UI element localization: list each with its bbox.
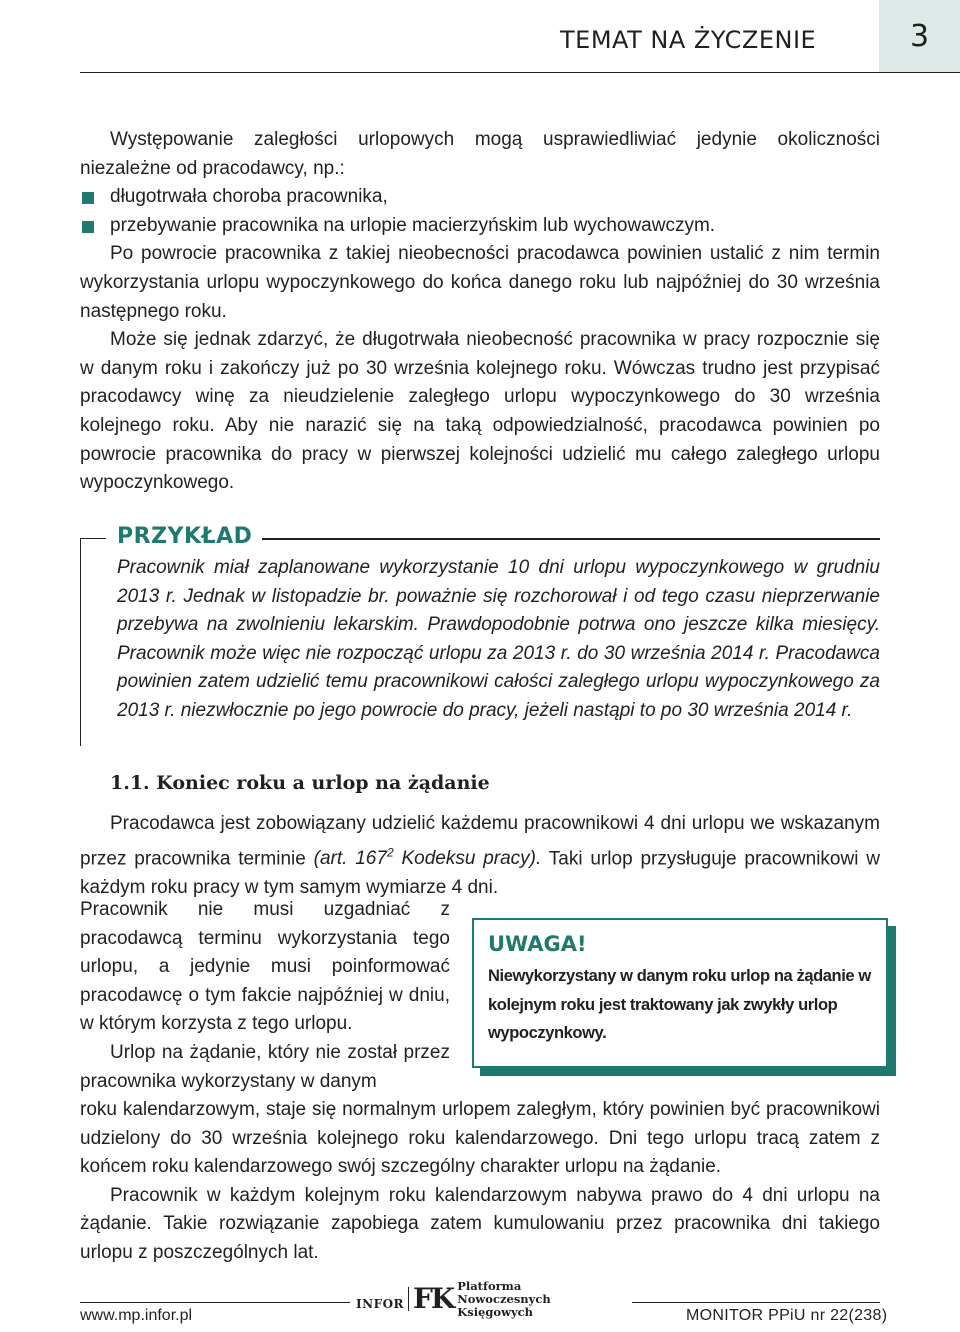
body-paragraph: Może się jednak zdarzyć, że długotrwała nieobecność pracownika w pracy rozpocznie się w danym roku i zakończy już po 30 września kolejnego roku. Wówczas trudno jest przypisać pracodawcy winę za nieudzielenie zaległego urlopu wypoczynkowego do 30 września kolejnego roku. Aby nie narazić się na taką odpowiedzialność, pracodawca powinien po powrocie pracownika do pracy w pierwszej kolejności udzielić mu całego zaległego urlopu wypoczynkowego. bbox=[80, 329, 880, 494]
example-top-rule bbox=[262, 538, 880, 540]
publisher-logo bbox=[356, 1278, 626, 1319]
legal-citation bbox=[313, 845, 542, 869]
running-header-title: TEMAT NA ŻYCZENIE bbox=[560, 26, 817, 54]
body-paragraph: roku kalendarzowym, staje się normalnym urlopem zaległym, który powinien być pracownikowi udzielony do 30 września kolejnego roku kalendarzowego. Dni tego urlopu tracą zatem z końcem roku kalendarzowego swój szczególny charakter urlopu na żądanie. bbox=[80, 1099, 880, 1178]
intro-block bbox=[80, 126, 880, 498]
square-bullet-icon bbox=[82, 192, 94, 204]
page-number: 3 bbox=[879, 0, 960, 72]
citation-text: Kodeksu pracy). bbox=[393, 847, 542, 869]
bullet-text: długotrwała choroba pracownika, bbox=[110, 186, 388, 208]
footer-divider bbox=[80, 1302, 350, 1303]
note-box bbox=[472, 918, 888, 1068]
body-paragraph: Po powrocie pracownika z takiej nieobecności pracodawca powinien ustalić z nim termin wykorzystania urlopu wypoczynkowego do końca danego roku lub najpóźniej do 30 września następnego roku. bbox=[80, 243, 880, 322]
footer-issue: MONITOR PPiU nr 22(238) bbox=[686, 1307, 888, 1324]
body-paragraph bbox=[80, 810, 880, 902]
intro-paragraph: Występowanie zaległości urlopowych mogą usprawiedliwiać jedynie okoliczności niezależne od pracodawcy, np.: bbox=[80, 129, 880, 179]
logo-separator bbox=[408, 1287, 409, 1311]
section-body bbox=[80, 810, 880, 902]
paragraph-text: Taki urlop przysługuje pracownikowi w każdym roku pracy w tym samym wymiarze 4 dni. bbox=[80, 847, 880, 898]
note-text: Niewykorzystany w danym roku urlop na żądanie w kolejnym roku jest traktowany jak zwykły urlop wypoczynkowy. bbox=[488, 967, 871, 1043]
bullet-item bbox=[80, 212, 880, 241]
section-heading: 1.1. Koniec roku a urlop na żądanie bbox=[110, 772, 490, 794]
paragraph-text: Pracodawca jest zobowiązany udzielić każdemu pracownikowi 4 dni urlopu we wskazanym przez pracownika terminie bbox=[80, 813, 880, 869]
example-text: Pracownik miał zaplanowane wykorzystanie 10 dni urlopu wypoczynkowego w grudniu 2013 r. Jednak w listopadzie br. poważnie się rozchorował i od tego czasu nieprzerwanie przebywa na zwolnieniu lekarskim. Prawdopodobnie potrwa ono jeszcze kilka miesięcy. Pracownik może więc nie rozpocząć urlopu za 2013 r. do 30 września 2014 r. Pracodawca powinien zatem udzielić temu pracownikowi całości zaległego urlopu wypoczynkowego za 2013 r. niezwłocznie po jego powrocie do pracy, jeżeli nastąpi to po 30 września 2014 r. bbox=[117, 557, 880, 721]
body-paragraph: Pracownik w każdym kolejnym roku kalendarzowym nabywa prawo do 4 dni urlopu na żądanie. Takie rozwiązanie zapobiega zatem kumulowaniu przez pracownika dni takiego urlopu z poszczególnych lat. bbox=[80, 1184, 880, 1263]
square-bullet-icon bbox=[82, 221, 94, 233]
logo-line: Nowoczesnych Księgowych bbox=[457, 1291, 551, 1319]
body-paragraph: Pracownik nie musi uzgadniać z pracodawcą terminu wykorzystania tego urlopu, a jedynie musi poinformować pracodawcę o tym fakcie najpóźniej w dniu, w którym korzysta z tego urlopu. bbox=[80, 899, 450, 1035]
logo-fk: FK bbox=[413, 1282, 454, 1315]
section-body-continued bbox=[80, 1096, 880, 1268]
logo-caption bbox=[457, 1280, 626, 1319]
citation-superscript: 2 bbox=[386, 845, 394, 860]
example-bracket bbox=[80, 538, 106, 746]
logo-line: Platforma bbox=[457, 1278, 522, 1293]
body-paragraph: Urlop na żądanie, który nie został przez pracownika wykorzystany w danym bbox=[80, 1041, 450, 1092]
example-heading: PRZYKŁAD bbox=[117, 524, 253, 549]
logo-infor: INFOR bbox=[356, 1297, 405, 1311]
wrapped-text-block bbox=[80, 896, 450, 1096]
footer-divider bbox=[632, 1302, 880, 1303]
footer-url: www.mp.infor.pl bbox=[80, 1307, 193, 1324]
bullet-item bbox=[80, 183, 880, 212]
bullet-text: przebywanie pracownika na urlopie macierzyńskim lub wychowawczym. bbox=[110, 214, 716, 236]
note-heading: UWAGA! bbox=[488, 932, 587, 956]
citation-text: (art. 167 bbox=[313, 847, 387, 869]
header-divider bbox=[80, 72, 960, 73]
